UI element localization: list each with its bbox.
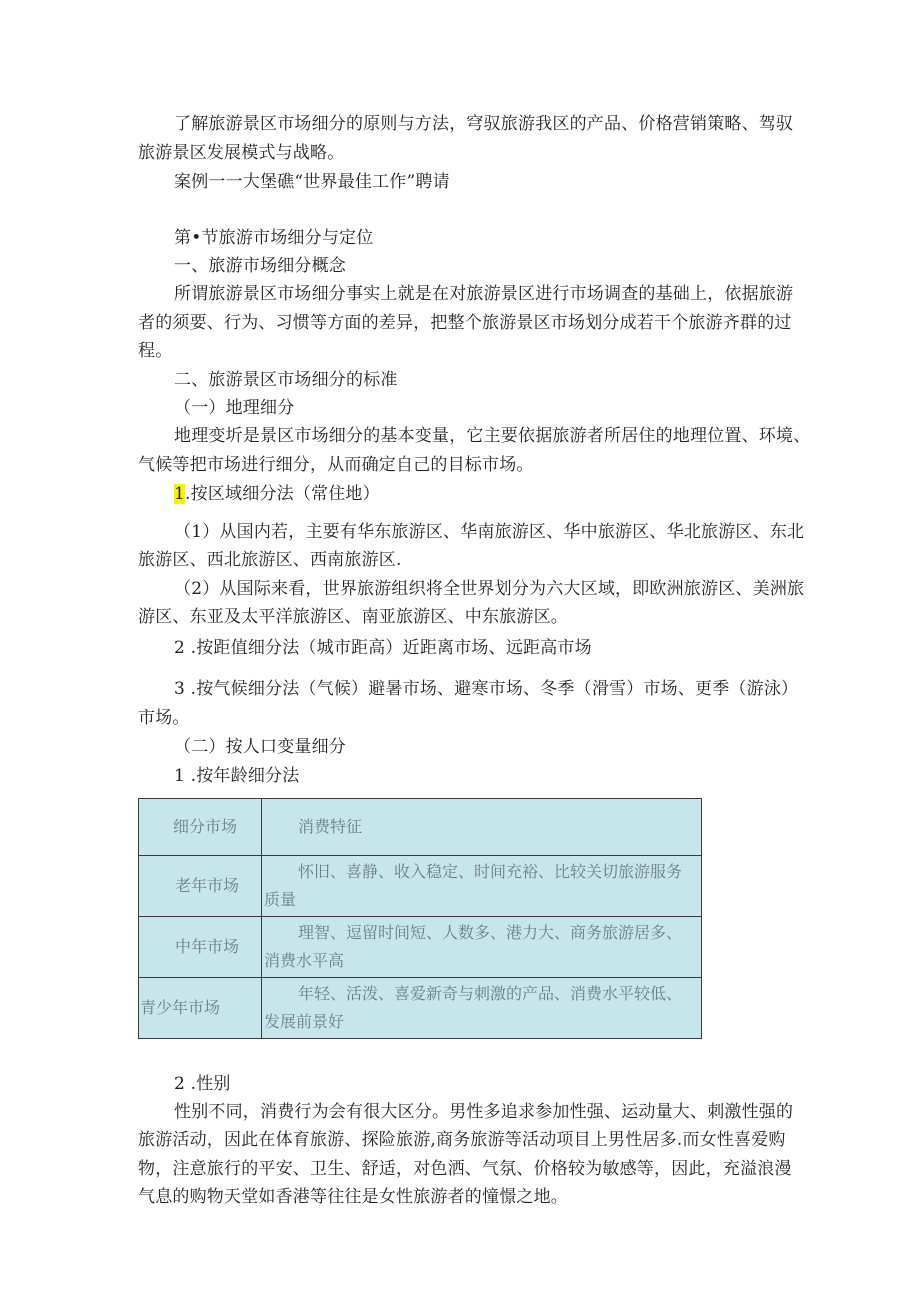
feature-line-2: 发展前景好 xyxy=(264,1012,345,1031)
feature-line-2: 质量 xyxy=(264,890,297,909)
climate-method-line-2: 市场。 xyxy=(138,708,190,728)
table-row xyxy=(139,856,702,917)
table-header-row xyxy=(139,799,702,856)
climate-method-line-1: 3 .按气候细分法（气候）避暑市场、避寒市场、冬季（滑雪）市场、更季（游泳） xyxy=(174,679,799,699)
table-row xyxy=(139,917,702,978)
market-cell xyxy=(139,978,262,1039)
market-label: 中年市场 xyxy=(175,937,240,956)
geo-heading: （一）地理细分 xyxy=(174,398,295,418)
highlighted-number: 1 xyxy=(174,484,186,504)
market-label: 老年市场 xyxy=(175,876,240,895)
header-feature-label: 消费特征 xyxy=(298,817,363,836)
age-segment-table xyxy=(138,798,702,1039)
gender-heading: 2 .性别 xyxy=(174,1074,231,1094)
subheading-concept: 一、旅游市场细分概念 xyxy=(174,256,346,276)
market-cell xyxy=(139,856,262,917)
geo-line-1: 地理变圻是景区市场细分的基本变量，它主要依据旅游者所居住的地理位置、环境、 xyxy=(174,426,811,446)
table-row xyxy=(139,978,702,1039)
domestic-line-2: 旅游区、西北旅游区、西南旅游区. xyxy=(138,550,402,570)
domestic-line-1: （1）从国内若，主要有华东旅游区、华南旅游区、华中旅游区、华北旅游区、东北 xyxy=(174,522,805,542)
case-title: 案例一一大堡礁“世界最佳工作”聘请 xyxy=(174,172,450,192)
international-line-2: 游区、东亚及太平洋旅游区、南亚旅游区、中东旅游区。 xyxy=(138,607,568,627)
feature-cell xyxy=(262,917,702,978)
feature-line-2: 消费水平高 xyxy=(264,951,345,970)
subheading-standard: 二、旅游景区市场细分的标准 xyxy=(174,370,398,390)
concept-line-1: 所谓旅游景区市场细分事实上就是在对旅游景区进行市场调查的基础上，依据旅游 xyxy=(174,284,794,304)
feature-line-1: 理智、逗留时间短、人数多、港力大、商务旅游居多、 xyxy=(298,923,683,942)
intro-line-1: 了解旅游景区市场细分的原则与方法，穹驭旅游我区的产品、价格营销策略、驾驭 xyxy=(174,114,794,134)
market-label: 青少年市场 xyxy=(140,998,221,1017)
age-method: 1 .按年龄细分法 xyxy=(174,766,300,786)
population-heading: （二）按人口变量细分 xyxy=(174,737,346,757)
header-cell-market xyxy=(139,799,262,856)
concept-line-2: 者的须要、行为、习惯等方面的差异，把整个旅游景区市场划分成若干个旅游齐群的过 xyxy=(138,313,792,333)
market-cell xyxy=(139,917,262,978)
distance-method: 2 .按距值细分法（城市距高）近距离市场、远距高市场 xyxy=(174,638,592,658)
feature-cell xyxy=(262,856,702,917)
gender-line-3: 物，注意旅行的平安、卫生、舒适，对色洒、气氛、价格较为敏感等，因此，充溢浪漫 xyxy=(138,1159,792,1179)
intro-line-2: 旅游景区发展模式与战略。 xyxy=(138,143,345,163)
gender-line-2: 旅游活动，因此在体育旅游、探险旅游,商务旅游等活动项目上男性居多.而女性喜爱购 xyxy=(138,1130,786,1150)
concept-line-3: 程。 xyxy=(138,341,173,361)
gender-line-1: 性别不同，消费行为会有很大区分。男性多追求参加性强、运动量大、刺激性强的 xyxy=(174,1102,794,1122)
region-method-item xyxy=(174,482,380,506)
feature-cell xyxy=(262,978,702,1039)
header-market-label: 细分市场 xyxy=(173,817,238,836)
section-heading: 第•节旅游市场细分与定位 xyxy=(174,228,374,248)
header-cell-feature xyxy=(262,799,702,856)
geo-line-2: 气候等把市场进行细分，从而确定自己的目标市场。 xyxy=(138,455,534,475)
feature-line-1: 怀旧、喜静、收入稳定、时间充裕、比较关切旅游服务 xyxy=(298,862,683,881)
gender-line-4: 气息的购物天堂如香港等往往是女性旅游者的憧憬之地。 xyxy=(138,1187,568,1207)
international-line-1: （2）从国际来看，世界旅游组织将全世界划分为六大区域，即欧洲旅游区、美洲旅 xyxy=(174,579,805,599)
feature-line-1: 年轻、活泼、喜爱新奇与刺激的产品、消费水平较低、 xyxy=(298,984,683,1003)
region-method-text: .按区域细分法（常住地） xyxy=(185,484,380,504)
